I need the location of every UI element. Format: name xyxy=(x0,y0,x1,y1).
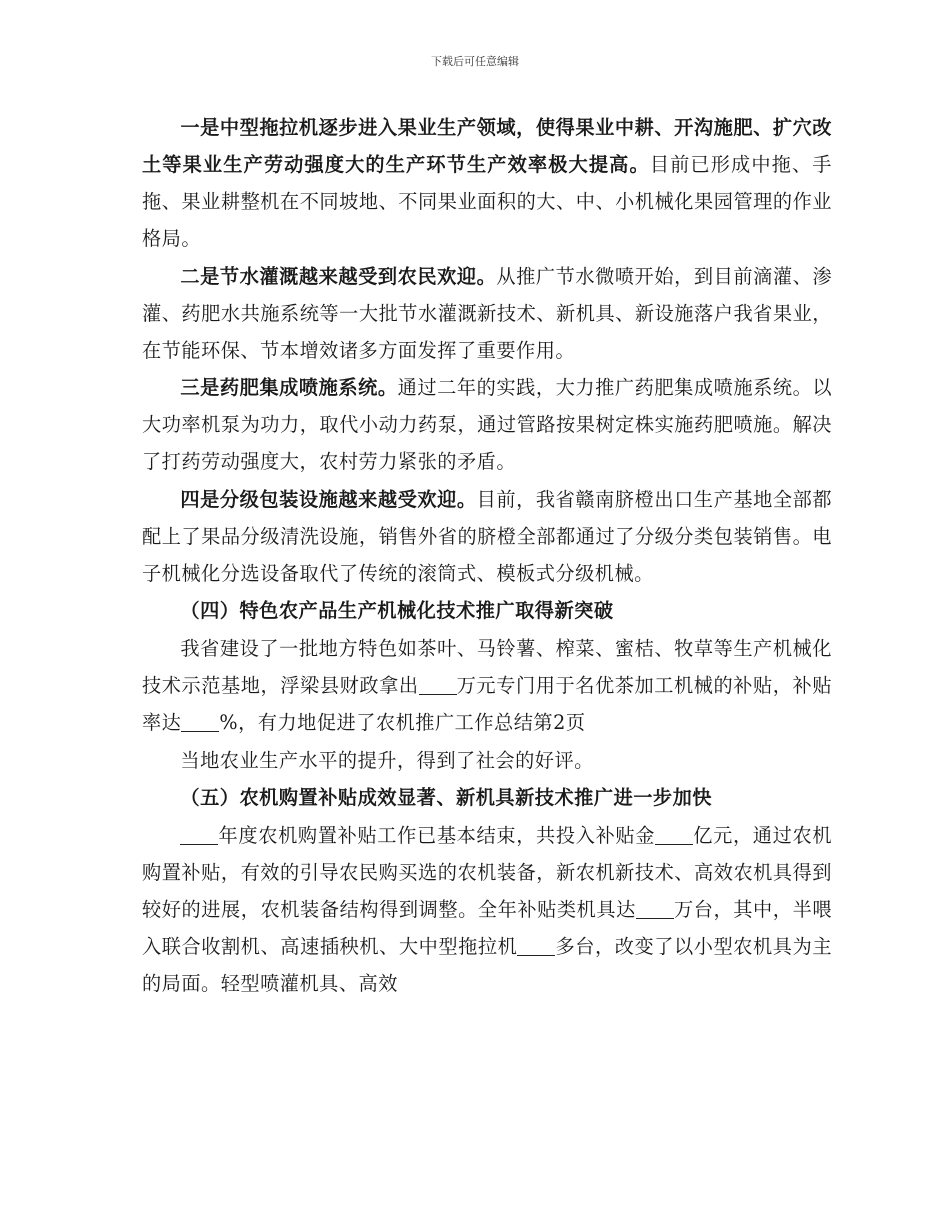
paragraph-1 xyxy=(142,109,832,257)
text-span: 亿元，通过农机购置补贴，有效的引导农民购买选的农机装备，新农机新技术、高效农机具得到较好的进展，农机装备结构得到调整。全年补贴类机具达 xyxy=(142,823,833,921)
blank-field xyxy=(181,712,219,732)
text-span: 多台，改变了以小型农机具为主的局面。轻型喷灌机具、高效 xyxy=(142,934,833,995)
paragraph-4 xyxy=(142,481,832,592)
blank-field xyxy=(655,825,693,845)
paragraph-text: 通过二年的实践，大力推广药肥集成喷施系统。以大功率机泵为功力，取代小动力药泵，通过管路按果树定株实施药肥喷施。解决了打药劳动强度大，农村劳力紧张的矛盾。 xyxy=(142,376,833,474)
paragraph-3 xyxy=(142,369,832,480)
paragraph-text: 从推广节水微喷开始，到目前滴灌、渗灌、药肥水共施系统等一大批节水灌溉新技术、新机具、新设施落户我省果业，在节能环保、节本增效诸多方面发挥了重要作用。 xyxy=(142,264,833,362)
blank-field xyxy=(180,825,218,845)
text-span: 万台，其中，半喂入联合收割机、高速插秧机、大中型拖拉机 xyxy=(142,897,833,958)
paragraph-2 xyxy=(142,258,832,369)
text-span: 年度农机购置补贴工作已基本结束，共投入补贴金 xyxy=(218,823,656,847)
document-body xyxy=(142,109,832,1002)
text-span: %，有力地促进了农机推广工作总结第2页 xyxy=(219,710,586,734)
section-4-paragraph xyxy=(142,630,832,741)
paragraph-text: 目前已形成中拖、手拖、果业耕整机在不同坡地、不同果业面积的大、中、小机械化果园管理的作业格局。 xyxy=(142,153,832,250)
text-span: 万元专门用于名优茶加工机械的补贴，补贴率达 xyxy=(142,673,833,734)
blank-field xyxy=(636,899,674,919)
paragraph-text: 目前，我省赣南脐橙出口生产基地全部都配上了果品分级清洗设施，销售外省的脐橙全部都通过了分级分类包装销售。电子机械化分选设备取代了传统的滚筒式、模板式分级机械。 xyxy=(142,487,833,585)
paragraph-lead: 四是分级包装设施越来越受欢迎。 xyxy=(180,487,477,511)
section-5-paragraph xyxy=(142,817,832,1002)
blank-field xyxy=(517,936,555,956)
section-4-heading: （四）特色农产品生产机械化技术推广取得新突破 xyxy=(180,599,614,623)
text-span: 我省建设了一批地方特色如茶叶、马铃薯、榨菜、蜜桔、牧草等生产机械化技术示范基地，浮梁县财政拿出 xyxy=(142,636,832,697)
paragraph-lead: 三是药肥集成喷施系统。 xyxy=(180,376,398,400)
paragraph-lead: 二是节水灌溉越来越受到农民欢迎。 xyxy=(180,264,497,288)
section-4-paragraph-2: 当地农业生产水平的提升，得到了社会的好评。 xyxy=(180,748,594,772)
paragraph-lead: 一是中型拖拉机逐步进入果业生产领域，使得果业中耕、开沟施肥、扩穴改土等果业生产劳动强度大的生产环节生产效率极大提高。 xyxy=(142,116,832,176)
page-header: 下载后可任意编辑 xyxy=(431,55,519,68)
section-5-heading: （五）农机购置补贴成效显著、新机具新技术推广进一步加快 xyxy=(180,786,712,810)
blank-field xyxy=(419,675,457,695)
